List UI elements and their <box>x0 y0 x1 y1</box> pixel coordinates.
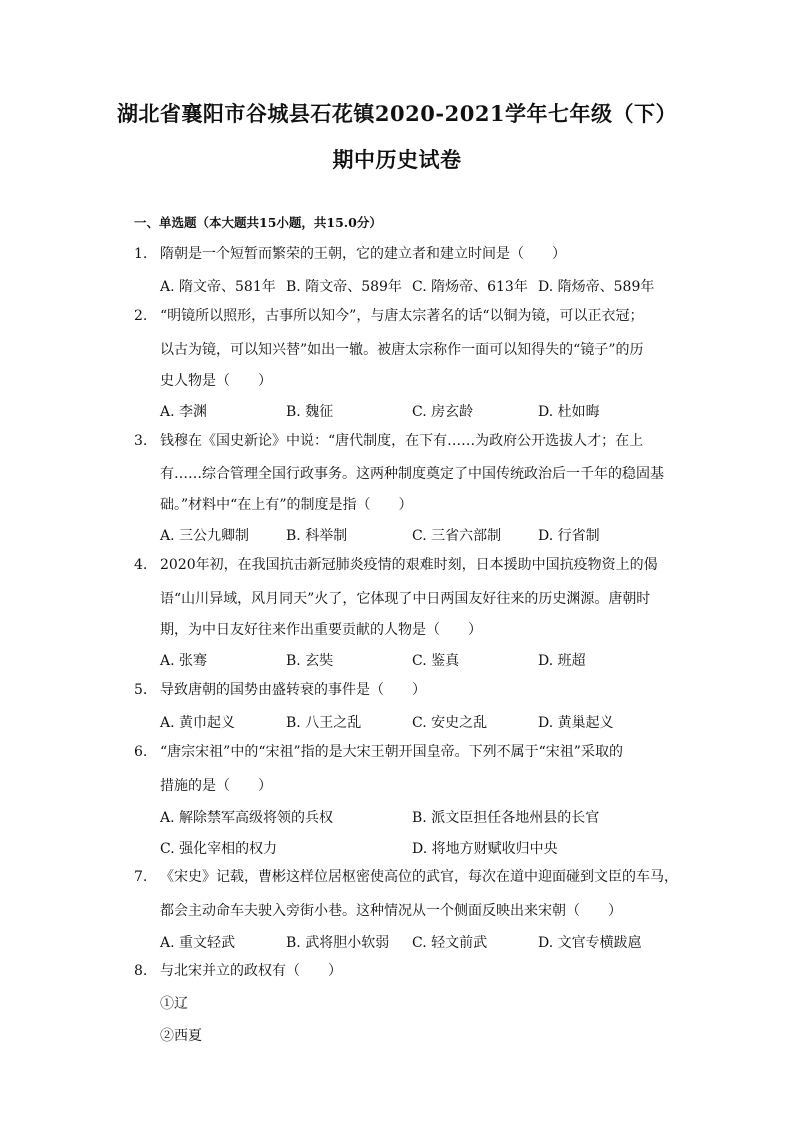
option-b[interactable]: B. 隋文帝、589年 <box>286 279 402 295</box>
question-number: 4. <box>134 557 148 573</box>
question-text: 导致唐朝的国势由盛转衰的事件是（ ） <box>160 682 426 698</box>
question-text: 《宋史》记载，曹彬这样位居枢密使高位的武官，每次在道中迎面碰到文臣的车马， <box>160 869 678 885</box>
question-number: 3. <box>134 433 148 449</box>
option-b[interactable]: B. 魏征 <box>286 404 334 420</box>
option-c[interactable]: C. 轻文前武 <box>412 935 488 951</box>
option-b[interactable]: B. 派文臣担任各地州县的长官 <box>412 810 600 826</box>
option-b[interactable]: B. 八王之乱 <box>286 715 362 731</box>
question-text-continued: 有……综合管理全国行政事务。这两种制度奠定了中国传统政治后一千年的稳固基 <box>160 466 664 482</box>
option-d[interactable]: D. 班超 <box>538 653 586 669</box>
option-b[interactable]: B. 武将胆小软弱 <box>286 935 390 951</box>
question-text: 与北宋并立的政权有（ ） <box>160 963 342 979</box>
option-a[interactable]: A. 解除禁军高级将领的兵权 <box>160 810 334 826</box>
exam-title-line2: 期中历史试卷 <box>332 147 462 172</box>
option-a[interactable]: A. 黄巾起义 <box>160 715 236 731</box>
option-c[interactable]: C. 强化宰相的权力 <box>160 841 278 857</box>
question-text: “唐宗宋祖”中的“宋祖”指的是大宋王朝开国皇帝。下列不属于“宋祖”采取的 <box>160 744 623 760</box>
option-a[interactable]: A. 重文轻武 <box>160 935 236 951</box>
option-b[interactable]: B. 玄奘 <box>286 653 334 669</box>
question-text-continued: 语“山川异域，风月同天”火了，它体现了中日两国友好往来的历史渊源。唐朝时 <box>160 591 651 607</box>
question-text-continued: 以古为镜，可以知兴替”如出一辙。被唐太宗称作一面可以知得失的“镜子”的历 <box>160 342 644 358</box>
option-a[interactable]: A. 隋文帝、581年 <box>160 279 276 295</box>
option-d[interactable]: D. 黄巢起义 <box>538 715 614 731</box>
option-d[interactable]: D. 将地方财赋收归中央 <box>412 841 558 857</box>
question-number: 1. <box>134 246 148 262</box>
option-c[interactable]: C. 隋炀帝、613年 <box>412 279 528 295</box>
question-number: 2. <box>134 308 148 324</box>
question-text-continued: 期，为中日友好往来作出重要贡献的人物是（ ） <box>160 622 482 638</box>
question-text: 隋朝是一个短暂而繁荣的王朝，它的建立者和建立时间是（ ） <box>160 246 566 262</box>
option-a[interactable]: A. 张骞 <box>160 653 208 669</box>
choice-item-1: ①辽 <box>160 996 188 1012</box>
question-text-continued: 都会主动命车夫驶入旁街小巷。这种情况从一个侧面反映出来宋朝（ ） <box>160 903 622 919</box>
question-text: 2020年初，在我国抗击新冠肺炎疫情的艰难时刻，日本援助中国抗疫物资上的偈 <box>160 557 658 573</box>
option-d[interactable]: D. 行省制 <box>538 528 600 544</box>
question-number: 5. <box>134 682 148 698</box>
option-c[interactable]: C. 鉴真 <box>412 653 460 669</box>
option-d[interactable]: D. 隋炀帝、589年 <box>538 279 655 295</box>
question-text-continued: 措施的是（ ） <box>160 778 272 794</box>
option-c[interactable]: C. 三省六部制 <box>412 528 502 544</box>
option-a[interactable]: A. 三公九卿制 <box>160 528 250 544</box>
question-text-continued: 础。”材料中“在上有”的制度是指（ ） <box>160 497 413 513</box>
question-number: 7. <box>134 869 148 885</box>
exam-title-line1: 湖北省襄阳市谷城县石花镇2020-2021学年七年级（下） <box>116 101 678 126</box>
question-number: 6. <box>134 744 148 760</box>
option-b[interactable]: B. 科举制 <box>286 528 348 544</box>
question-text: 钱穆在《国史新论》中说：“唐代制度，在下有……为政府公开选拔人才；在上 <box>160 433 644 449</box>
question-number: 8. <box>134 963 148 979</box>
option-c[interactable]: C. 安史之乱 <box>412 715 488 731</box>
option-a[interactable]: A. 李渊 <box>160 404 208 420</box>
choice-item-2: ②西夏 <box>160 1028 202 1044</box>
section-heading: 一、单选题（本大题共15小题，共15.0分） <box>134 215 382 230</box>
option-d[interactable]: D. 杜如晦 <box>538 404 600 420</box>
option-c[interactable]: C. 房玄龄 <box>412 404 474 420</box>
question-text: “明镜所以照形，古事所以知今”，与唐太宗著名的话“以铜为镜，可以正衣冠； <box>160 308 644 324</box>
question-text-continued: 史人物是（ ） <box>160 373 272 389</box>
option-d[interactable]: D. 文官专横跋扈 <box>538 935 642 951</box>
